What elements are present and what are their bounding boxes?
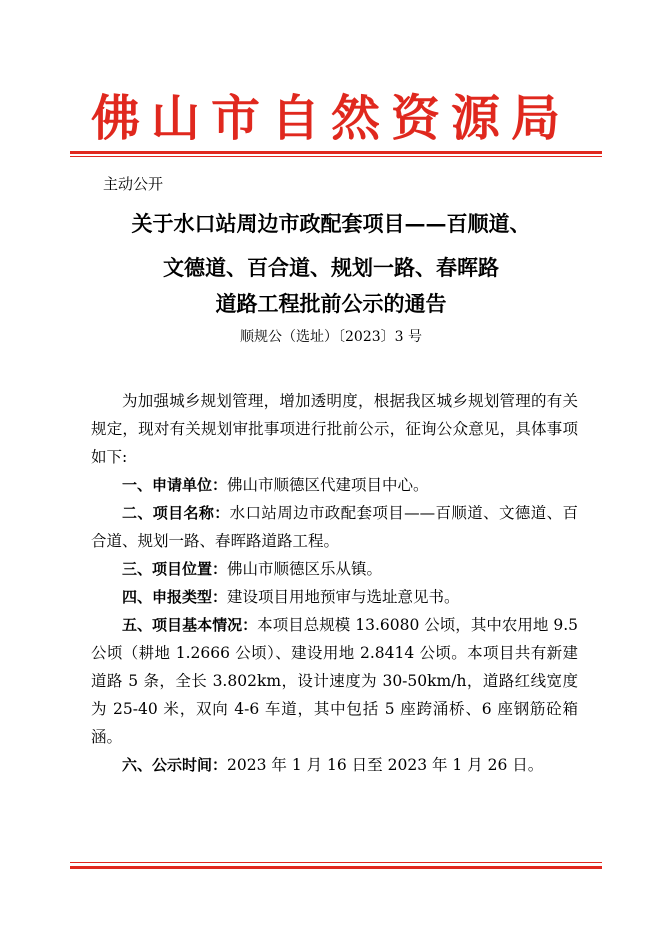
item-project-name [91, 499, 578, 555]
item-period [91, 751, 578, 779]
item-label: 二、项目名称： [122, 504, 230, 522]
document-number: 顺规公（选址）〔2023〕3 号 [240, 329, 422, 345]
notice-body [91, 387, 578, 779]
disclosure-label: 主动公开 [103, 175, 164, 193]
item-text: 佛山市顺德区乐从镇。 [227, 560, 383, 578]
agency-name: 佛山市自然资源局 [90, 89, 571, 147]
header-rule-thick [70, 151, 602, 154]
item-applicant [91, 471, 578, 499]
title-line-2: 文德道、百合道、规划一路、春晖路 [163, 255, 499, 280]
intro-paragraph: 为加强城乡规划管理，增加透明度，根据我区城乡规划管理的有关规定，现对有关规划审批事项进行批前公示，征询公众意见，具体事项如下: [91, 392, 578, 466]
item-label: 五、项目基本情况： [122, 616, 258, 634]
footer-rule-thin [70, 862, 602, 863]
footer-rule-thick [70, 866, 602, 869]
item-label: 一、申请单位： [122, 476, 228, 494]
header-rule-thin [70, 156, 602, 157]
item-text: 本项目总规模 13.6080 公顷，其中农用地 9.5 公顷（耕地 1.2666 公顷）、建设用地 2.8414 公顷。本项目共有新建道路 5 条，全长 3.802km，设计速度为 30-50km/h，道路红线宽度为 25-40 米，双向 4-6 车道，其中包括 5 座跨涌桥、6 座钢筋砼箱涵。 [91, 616, 578, 746]
item-type [91, 583, 578, 611]
title-line-1: 关于水口站周边市政配套项目——百顺道、 [131, 211, 531, 236]
item-label: 三、项目位置： [122, 560, 228, 578]
item-label: 四、申报类型： [122, 588, 228, 606]
item-text: 建设项目用地预审与选址意见书。 [227, 588, 460, 606]
item-location [91, 555, 578, 583]
item-text: 水口站周边市政配套项目——百顺道、文德道、百合道、规划一路、春晖路道路工程。 [91, 504, 578, 550]
item-text: 佛山市顺德区代建项目中心。 [227, 476, 429, 494]
title-line-3: 道路工程批前公示的通告 [215, 291, 447, 316]
item-text: 2023 年 1 月 16 日至 2023 年 1 月 26 日。 [227, 756, 544, 774]
item-label: 六、公示时间： [122, 756, 228, 774]
item-overview [91, 611, 578, 751]
